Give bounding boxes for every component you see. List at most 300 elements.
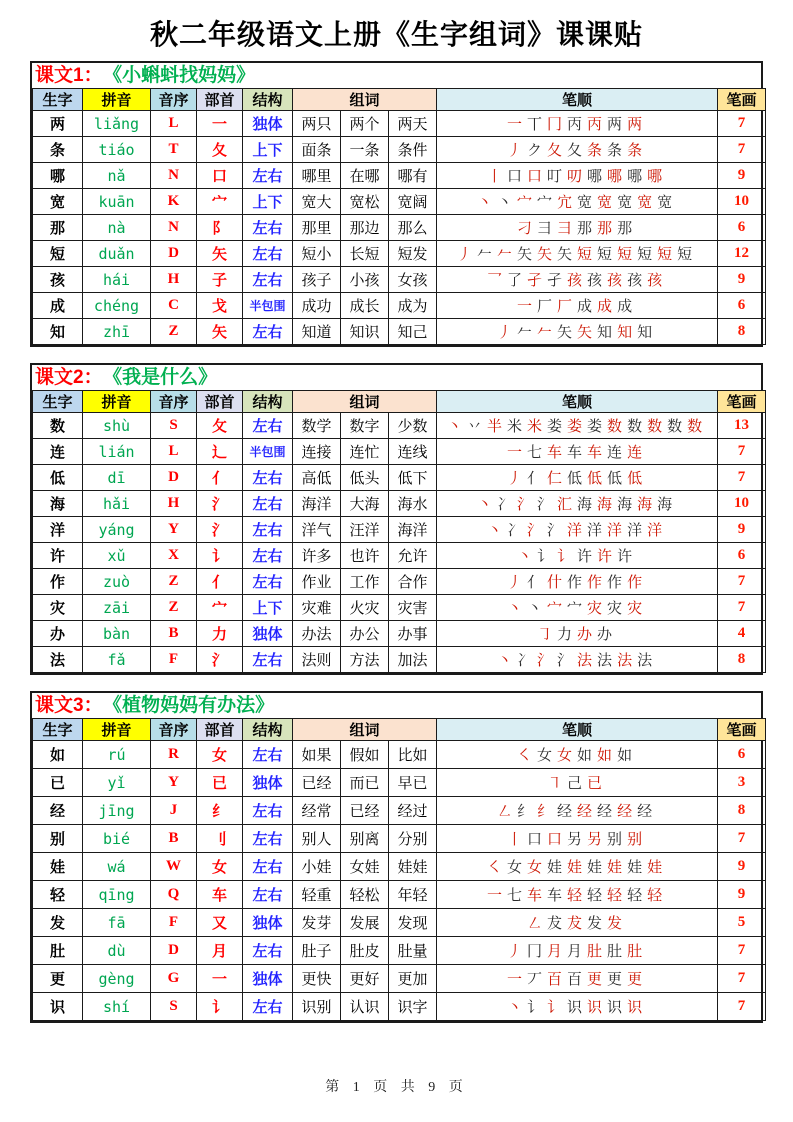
stroke-step: 办 bbox=[577, 625, 593, 643]
stroke-step: 海 bbox=[657, 495, 673, 513]
stroke-step: 法 bbox=[637, 651, 653, 669]
stroke-step: 丶 bbox=[526, 599, 542, 617]
stroke-step: 短 bbox=[597, 245, 613, 263]
word-cell: 女孩 bbox=[389, 267, 437, 293]
character-row bbox=[33, 965, 766, 993]
stroke-step: 汇 bbox=[557, 495, 573, 513]
pinyin-cell: nà bbox=[83, 215, 151, 241]
column-header-jiegou: 结构 bbox=[243, 89, 293, 111]
word-cell: 许多 bbox=[293, 543, 341, 569]
stroke-step: 孑 bbox=[526, 271, 542, 289]
stroke-step: 𠂉 bbox=[496, 245, 512, 263]
character-cell: 经 bbox=[33, 797, 83, 825]
alphabetical-order-cell: H bbox=[151, 267, 197, 293]
word-cell: 一条 bbox=[341, 137, 389, 163]
column-header-zuci: 组词 bbox=[293, 89, 437, 111]
radical-cell: 刂 bbox=[197, 825, 243, 853]
structure-cell: 左右 bbox=[243, 215, 293, 241]
character-cell: 法 bbox=[33, 647, 83, 673]
stroke-step: 条 bbox=[627, 141, 643, 159]
alphabetical-order-cell: Z bbox=[151, 595, 197, 621]
stroke-step: 灾 bbox=[607, 599, 623, 617]
word-cell: 少数 bbox=[389, 413, 437, 439]
character-row bbox=[33, 569, 766, 595]
character-cell: 许 bbox=[33, 543, 83, 569]
word-cell: 经常 bbox=[293, 797, 341, 825]
word-cell: 成长 bbox=[341, 293, 389, 319]
stroke-step: 女 bbox=[506, 858, 522, 876]
stroke-count-cell: 7 bbox=[718, 137, 766, 163]
stroke-step: 丿 bbox=[506, 141, 522, 159]
alphabetical-order-cell: G bbox=[151, 965, 197, 993]
stroke-step: 海 bbox=[577, 495, 593, 513]
word-cell: 短发 bbox=[389, 241, 437, 267]
stroke-order-cell bbox=[437, 267, 718, 293]
stroke-step: 宽 bbox=[597, 193, 613, 211]
word-cell: 办法 bbox=[293, 621, 341, 647]
character-row bbox=[33, 769, 766, 797]
word-cell: 分别 bbox=[389, 825, 437, 853]
character-cell: 肚 bbox=[33, 937, 83, 965]
stroke-step: 冂 bbox=[547, 115, 563, 133]
word-cell: 洋气 bbox=[293, 517, 341, 543]
character-row bbox=[33, 993, 766, 1021]
word-cell: 比如 bbox=[389, 741, 437, 769]
word-cell: 年轻 bbox=[389, 881, 437, 909]
word-cell: 连线 bbox=[389, 439, 437, 465]
stroke-step: 口 bbox=[506, 167, 522, 185]
stroke-step: 更 bbox=[587, 970, 603, 988]
stroke-count-cell: 9 bbox=[718, 881, 766, 909]
stroke-count-cell: 10 bbox=[718, 189, 766, 215]
stroke-step: 孩 bbox=[587, 271, 603, 289]
word-cell: 别人 bbox=[293, 825, 341, 853]
stroke-count-cell: 9 bbox=[718, 853, 766, 881]
pinyin-cell: hǎi bbox=[83, 491, 151, 517]
character-cell: 知 bbox=[33, 319, 83, 345]
stroke-order-cell bbox=[437, 517, 718, 543]
stroke-order-cell bbox=[437, 797, 718, 825]
character-row bbox=[33, 137, 766, 163]
stroke-step: 更 bbox=[607, 970, 623, 988]
character-cell: 数 bbox=[33, 413, 83, 439]
stroke-step: 女 bbox=[537, 746, 553, 764]
stroke-count-cell: 6 bbox=[718, 741, 766, 769]
stroke-count-cell: 6 bbox=[718, 215, 766, 241]
radical-cell: 戈 bbox=[197, 293, 243, 319]
stroke-step: 氵 bbox=[537, 495, 553, 513]
stroke-order-cell bbox=[437, 319, 718, 345]
stroke-step: 亻 bbox=[526, 573, 542, 591]
character-cell: 两 bbox=[33, 111, 83, 137]
stroke-count-cell: 7 bbox=[718, 595, 766, 621]
table-head bbox=[33, 391, 766, 413]
stroke-order-cell bbox=[437, 853, 718, 881]
radical-cell: 月 bbox=[197, 937, 243, 965]
stroke-step: 两 bbox=[607, 115, 623, 133]
stroke-order-cell bbox=[437, 993, 718, 1021]
column-header-shengzi: 生字 bbox=[33, 89, 83, 111]
stroke-step: 半 bbox=[486, 417, 502, 435]
pinyin-cell: fǎ bbox=[83, 647, 151, 673]
stroke-step: 犮 bbox=[547, 914, 563, 932]
character-row bbox=[33, 189, 766, 215]
word-cell: 哪有 bbox=[389, 163, 437, 189]
pinyin-cell: shù bbox=[83, 413, 151, 439]
alphabetical-order-cell: S bbox=[151, 413, 197, 439]
stroke-step: 丙 bbox=[567, 115, 583, 133]
word-cell: 早已 bbox=[389, 769, 437, 797]
pinyin-cell: dù bbox=[83, 937, 151, 965]
pinyin-cell: tiáo bbox=[83, 137, 151, 163]
pinyin-cell: dī bbox=[83, 465, 151, 491]
stroke-step: 七 bbox=[526, 443, 542, 461]
character-row bbox=[33, 413, 766, 439]
stroke-step: 那 bbox=[577, 219, 593, 237]
character-row bbox=[33, 825, 766, 853]
character-row bbox=[33, 621, 766, 647]
stroke-step: 宽 bbox=[637, 193, 653, 211]
stroke-count-cell: 10 bbox=[718, 491, 766, 517]
stroke-count-cell: 9 bbox=[718, 163, 766, 189]
stroke-step: 氵 bbox=[526, 521, 542, 539]
word-cell: 孩子 bbox=[293, 267, 341, 293]
stroke-step: 如 bbox=[617, 746, 633, 764]
stroke-step: 经 bbox=[577, 802, 593, 820]
column-header-zuci: 组词 bbox=[293, 391, 437, 413]
stroke-order-cell bbox=[437, 189, 718, 215]
word-cell: 加法 bbox=[389, 647, 437, 673]
lesson-book-title: 《植物妈妈有办法》 bbox=[112, 695, 275, 716]
character-cell: 孩 bbox=[33, 267, 83, 293]
stroke-step: 一 bbox=[506, 115, 522, 133]
stroke-step: 条 bbox=[607, 141, 623, 159]
stroke-order-cell bbox=[437, 491, 718, 517]
column-header-shengzi: 生字 bbox=[33, 391, 83, 413]
stroke-order-cell bbox=[437, 137, 718, 163]
stroke-step: 丙 bbox=[587, 115, 603, 133]
stroke-step: 那 bbox=[617, 219, 633, 237]
radical-cell: 一 bbox=[197, 965, 243, 993]
stroke-step: 如 bbox=[577, 746, 593, 764]
character-row bbox=[33, 293, 766, 319]
stroke-step: 低 bbox=[567, 469, 583, 487]
column-header-pinyin: 拼音 bbox=[83, 89, 151, 111]
stroke-step: 哪 bbox=[587, 167, 603, 185]
stroke-count-cell: 7 bbox=[718, 965, 766, 993]
stroke-step: 百 bbox=[567, 970, 583, 988]
stroke-step: 娃 bbox=[607, 858, 623, 876]
stroke-count-cell: 6 bbox=[718, 543, 766, 569]
word-cell: 知道 bbox=[293, 319, 341, 345]
word-cell: 数字 bbox=[341, 413, 389, 439]
stroke-order-cell bbox=[437, 569, 718, 595]
word-cell: 低下 bbox=[389, 465, 437, 491]
stroke-step: 力 bbox=[557, 625, 573, 643]
word-cell: 海洋 bbox=[389, 517, 437, 543]
alphabetical-order-cell: Z bbox=[151, 569, 197, 595]
stroke-step: 海 bbox=[617, 495, 633, 513]
stroke-step: 法 bbox=[617, 651, 633, 669]
header-row bbox=[33, 719, 766, 741]
word-cell: 宽松 bbox=[341, 189, 389, 215]
stroke-step: 孩 bbox=[627, 271, 643, 289]
stroke-step: 那 bbox=[597, 219, 613, 237]
stroke-step: 娄 bbox=[587, 417, 603, 435]
word-cell: 海洋 bbox=[293, 491, 341, 517]
structure-cell: 左右 bbox=[243, 881, 293, 909]
stroke-step: 经 bbox=[617, 802, 633, 820]
word-cell: 办公 bbox=[341, 621, 389, 647]
stroke-step: 氵 bbox=[557, 651, 573, 669]
column-header-pinyin: 拼音 bbox=[83, 719, 151, 741]
radical-cell: 又 bbox=[197, 909, 243, 937]
table-head bbox=[33, 719, 766, 741]
word-cell: 轻松 bbox=[341, 881, 389, 909]
alphabetical-order-cell: Z bbox=[151, 319, 197, 345]
stroke-step: 作 bbox=[607, 573, 623, 591]
stroke-step: 丶 bbox=[446, 417, 462, 435]
pinyin-cell: rú bbox=[83, 741, 151, 769]
stroke-step: 车 bbox=[526, 886, 542, 904]
stroke-step: 宂 bbox=[557, 193, 573, 211]
stroke-step: 灾 bbox=[587, 599, 603, 617]
stroke-step: 洋 bbox=[607, 521, 623, 539]
stroke-count-cell: 8 bbox=[718, 797, 766, 825]
stroke-order-cell bbox=[437, 465, 718, 491]
stroke-count-cell: 9 bbox=[718, 267, 766, 293]
column-header-bishun: 笔顺 bbox=[437, 719, 718, 741]
pinyin-cell: chéng bbox=[83, 293, 151, 319]
stroke-step: 丶 bbox=[506, 599, 522, 617]
word-cell: 连接 bbox=[293, 439, 341, 465]
page-title: 秋二年级语文上册《生字组词》课课贴 bbox=[149, 19, 643, 50]
stroke-step: 矢 bbox=[557, 245, 573, 263]
stroke-step: ㇕ bbox=[547, 774, 563, 792]
radical-cell: 氵 bbox=[197, 491, 243, 517]
structure-cell: 左右 bbox=[243, 937, 293, 965]
stroke-step: 娃 bbox=[547, 858, 563, 876]
stroke-step: ㇛ bbox=[516, 746, 532, 764]
word-cell: 宽大 bbox=[293, 189, 341, 215]
stroke-order-cell bbox=[437, 937, 718, 965]
alphabetical-order-cell: D bbox=[151, 241, 197, 267]
character-cell: 连 bbox=[33, 439, 83, 465]
column-header-pinyin: 拼音 bbox=[83, 391, 151, 413]
stroke-count-cell: 8 bbox=[718, 319, 766, 345]
word-cell: 宽阔 bbox=[389, 189, 437, 215]
stroke-step: 短 bbox=[637, 245, 653, 263]
stroke-step: 丿 bbox=[506, 573, 522, 591]
stroke-step: 娃 bbox=[627, 858, 643, 876]
radical-cell: 一 bbox=[197, 111, 243, 137]
stroke-step: 丿 bbox=[456, 245, 472, 263]
stroke-step: 彐 bbox=[557, 219, 573, 237]
stroke-step: 丶 bbox=[516, 547, 532, 565]
alphabetical-order-cell: X bbox=[151, 543, 197, 569]
stroke-count-cell: 6 bbox=[718, 293, 766, 319]
structure-cell: 左右 bbox=[243, 993, 293, 1021]
alphabetical-order-cell: Y bbox=[151, 517, 197, 543]
character-cell: 洋 bbox=[33, 517, 83, 543]
stroke-step: 女 bbox=[526, 858, 542, 876]
stroke-step: 更 bbox=[627, 970, 643, 988]
column-header-jiegou: 结构 bbox=[243, 719, 293, 741]
stroke-step: 识 bbox=[627, 998, 643, 1016]
stroke-step: 米 bbox=[526, 417, 542, 435]
stroke-step: 哪 bbox=[607, 167, 623, 185]
stroke-step: 识 bbox=[567, 998, 583, 1016]
character-row bbox=[33, 465, 766, 491]
stroke-step: 车 bbox=[567, 443, 583, 461]
stroke-step: 数 bbox=[607, 417, 623, 435]
alphabetical-order-cell: T bbox=[151, 137, 197, 163]
stroke-step: 法 bbox=[597, 651, 613, 669]
structure-cell: 左右 bbox=[243, 517, 293, 543]
alphabetical-order-cell: J bbox=[151, 797, 197, 825]
lesson-section bbox=[30, 691, 763, 1023]
lesson-book-title: 《我是什么》 bbox=[112, 367, 218, 388]
radical-cell: 讠 bbox=[197, 543, 243, 569]
structure-cell: 独体 bbox=[243, 769, 293, 797]
word-cell: 发展 bbox=[341, 909, 389, 937]
word-cell: 发芽 bbox=[293, 909, 341, 937]
pinyin-cell: yáng bbox=[83, 517, 151, 543]
pinyin-cell: kuān bbox=[83, 189, 151, 215]
header-row bbox=[33, 89, 766, 111]
stroke-step: 丿 bbox=[496, 323, 512, 341]
alphabetical-order-cell: B bbox=[151, 825, 197, 853]
stroke-step: 轻 bbox=[607, 886, 623, 904]
stroke-count-cell: 7 bbox=[718, 465, 766, 491]
radical-cell: 矢 bbox=[197, 319, 243, 345]
stroke-order-cell bbox=[437, 825, 718, 853]
stroke-step: 哪 bbox=[647, 167, 663, 185]
structure-cell: 独体 bbox=[243, 965, 293, 993]
word-cell: 那么 bbox=[389, 215, 437, 241]
word-cell: 成功 bbox=[293, 293, 341, 319]
stroke-step: 丶 bbox=[476, 495, 492, 513]
stroke-step: 连 bbox=[607, 443, 623, 461]
stroke-step: 轻 bbox=[587, 886, 603, 904]
character-cell: 已 bbox=[33, 769, 83, 797]
alphabetical-order-cell: S bbox=[151, 993, 197, 1021]
stroke-step: 短 bbox=[617, 245, 633, 263]
column-header-zuci: 组词 bbox=[293, 719, 437, 741]
character-row bbox=[33, 797, 766, 825]
word-cell: 面条 bbox=[293, 137, 341, 163]
radical-cell: 氵 bbox=[197, 517, 243, 543]
stroke-step: 连 bbox=[627, 443, 643, 461]
stroke-order-cell bbox=[437, 111, 718, 137]
stroke-step: 氵 bbox=[547, 521, 563, 539]
column-header-bushou: 部首 bbox=[197, 89, 243, 111]
word-cell: 哪里 bbox=[293, 163, 341, 189]
stroke-step: 口 bbox=[547, 830, 563, 848]
word-cell: 已经 bbox=[341, 797, 389, 825]
character-row bbox=[33, 215, 766, 241]
stroke-step: 宽 bbox=[577, 193, 593, 211]
word-cell: 火灾 bbox=[341, 595, 389, 621]
stroke-step: 孩 bbox=[567, 271, 583, 289]
character-cell: 灾 bbox=[33, 595, 83, 621]
character-row bbox=[33, 881, 766, 909]
stroke-step: 数 bbox=[647, 417, 663, 435]
table-body bbox=[33, 111, 766, 345]
pinyin-cell: shí bbox=[83, 993, 151, 1021]
alphabetical-order-cell: K bbox=[151, 189, 197, 215]
stroke-step: 讠 bbox=[557, 547, 573, 565]
stroke-count-cell: 7 bbox=[718, 569, 766, 595]
word-cell: 如果 bbox=[293, 741, 341, 769]
word-cell: 肚子 bbox=[293, 937, 341, 965]
word-cell: 数学 bbox=[293, 413, 341, 439]
structure-cell: 上下 bbox=[243, 137, 293, 163]
word-cell: 允许 bbox=[389, 543, 437, 569]
stroke-step: 低 bbox=[627, 469, 643, 487]
stroke-order-cell bbox=[437, 881, 718, 909]
stroke-step: 乛 bbox=[486, 271, 502, 289]
character-cell: 短 bbox=[33, 241, 83, 267]
character-row bbox=[33, 853, 766, 881]
radical-cell: 车 bbox=[197, 881, 243, 909]
stroke-step: 数 bbox=[667, 417, 683, 435]
stroke-step: 洋 bbox=[647, 521, 663, 539]
stroke-step: 什 bbox=[547, 573, 563, 591]
page-footer: 第 1 页 共 9 页 bbox=[325, 1080, 468, 1095]
stroke-step: 娃 bbox=[587, 858, 603, 876]
stroke-order-cell bbox=[437, 769, 718, 797]
stroke-count-cell: 5 bbox=[718, 909, 766, 937]
stroke-step: 矢 bbox=[537, 245, 553, 263]
stroke-step: 夂 bbox=[567, 141, 583, 159]
pinyin-cell: qīng bbox=[83, 881, 151, 909]
stroke-step: 许 bbox=[577, 547, 593, 565]
word-cell: 更快 bbox=[293, 965, 341, 993]
stroke-step: 识 bbox=[607, 998, 623, 1016]
stroke-step: 作 bbox=[567, 573, 583, 591]
radical-cell: 矢 bbox=[197, 241, 243, 267]
stroke-step: 作 bbox=[627, 573, 643, 591]
stroke-step: 冂 bbox=[526, 942, 542, 960]
word-cell: 法则 bbox=[293, 647, 341, 673]
structure-cell: 左右 bbox=[243, 825, 293, 853]
character-cell: 娃 bbox=[33, 853, 83, 881]
word-cell: 方法 bbox=[341, 647, 389, 673]
stroke-count-cell: 4 bbox=[718, 621, 766, 647]
stroke-step: 矢 bbox=[577, 323, 593, 341]
stroke-step: 纟 bbox=[537, 802, 553, 820]
stroke-step: 肚 bbox=[627, 942, 643, 960]
stroke-step: 口 bbox=[526, 830, 542, 848]
pinyin-cell: nǎ bbox=[83, 163, 151, 189]
stroke-step: 低 bbox=[607, 469, 623, 487]
word-cell: 假如 bbox=[341, 741, 389, 769]
radical-cell: 亻 bbox=[197, 465, 243, 491]
stroke-step: 成 bbox=[617, 297, 633, 315]
structure-cell: 左右 bbox=[243, 647, 293, 673]
word-cell: 两天 bbox=[389, 111, 437, 137]
pinyin-cell: zhī bbox=[83, 319, 151, 345]
word-cell: 短小 bbox=[293, 241, 341, 267]
stroke-step: 叨 bbox=[567, 167, 583, 185]
stroke-step: 宽 bbox=[617, 193, 633, 211]
stroke-order-cell bbox=[437, 741, 718, 769]
character-cell: 条 bbox=[33, 137, 83, 163]
stroke-step: 米 bbox=[506, 417, 522, 435]
stroke-order-cell bbox=[437, 215, 718, 241]
stroke-step: ㇜ bbox=[526, 914, 542, 932]
